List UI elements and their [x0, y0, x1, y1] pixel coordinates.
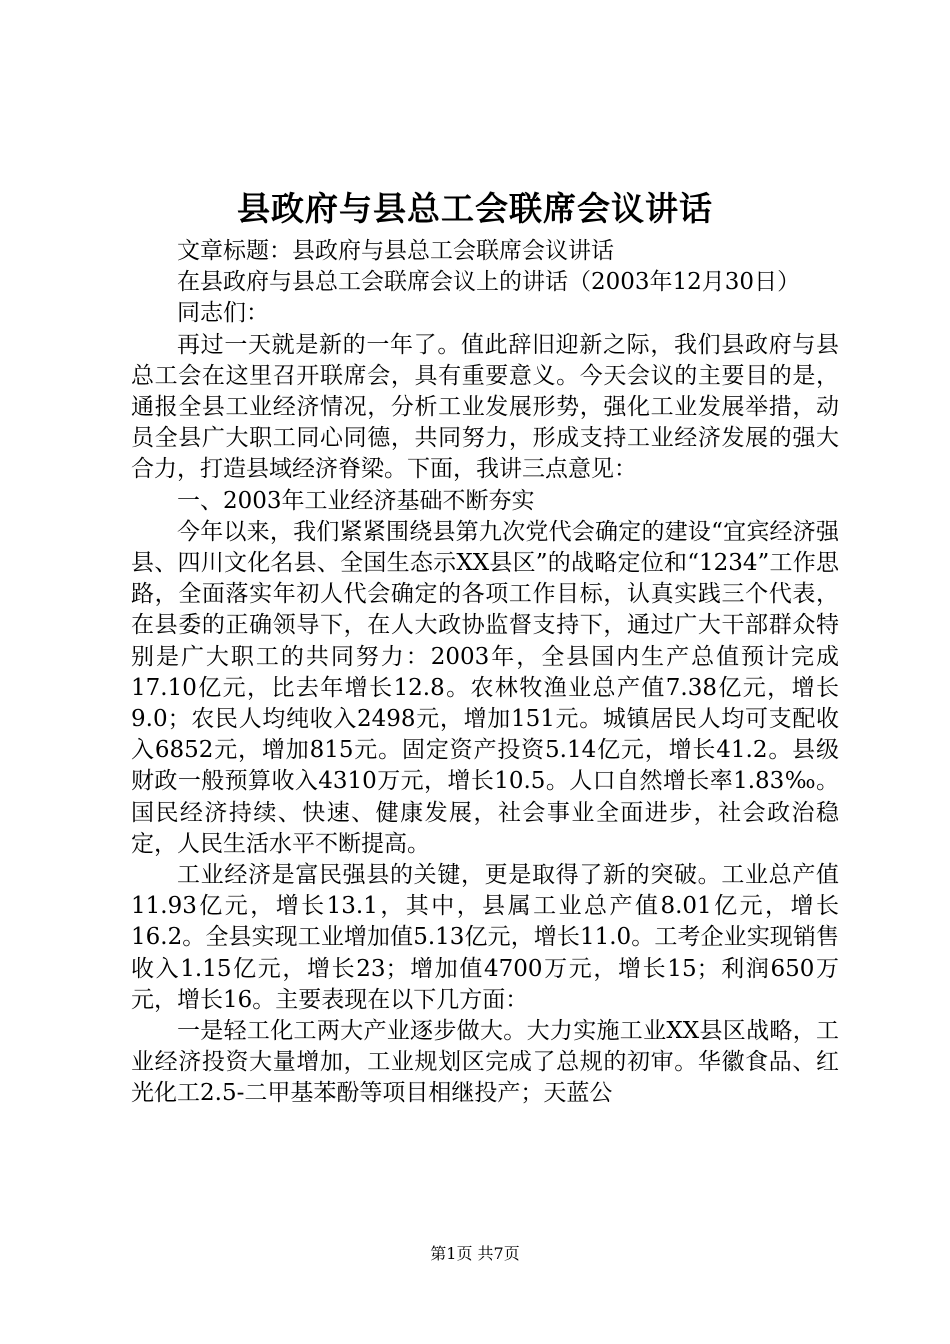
- intro-paragraph: 再过一天就是新的一年了。值此辞旧迎新之际，我们县政府与县总工会在这里召开联席会，具有重要意义。今天会议的主要目的是，通报全县工业经济情况，分析工业发展形势，强化工业发展举措，动员全县广大职工同心同德，共同努力，形成支持工业经济发展的强大合力，打造县域经济脊梁。下面，我讲三点意见：: [131, 331, 839, 483]
- body-paragraph: 今年以来，我们紧紧围绕县第九次党代会确定的建设“宜宾经济强县、四川文化名县、全国生态示XX县区”的战略定位和“1234”工作思路，全面落实年初人代会确定的各项工作目标，认真实践三个代表，在县委的正确领导下，在人大政协监督支持下，通过广大干部群众特别是广大职工的共同努力：2003年，全县国内生产总值预计完成17.10亿元，比去年增长12.8。农林牧渔业总产值7.38亿元，增长9.0；农民人均纯收入2498元，增加151元。城镇居民人均可支配收入6852元，增加815元。固定资产投资5.14亿元，增长41.2。县级财政一般预算收入4310万元，增长10.5。人口自然增长率1.83‰。国民经济持续、快速、健康发展，社会事业全面进步，社会政治稳定，人民生活水平不断提高。: [131, 518, 839, 857]
- document-title: 县政府与县总工会联席会议讲话: [237, 189, 713, 228]
- salutation: 同志们：: [177, 300, 269, 327]
- document-body: [131, 236, 839, 1110]
- article-title-line: 文章标题：县政府与县总工会联席会议讲话: [177, 238, 614, 264]
- page-footer: 第1页 共7页: [430, 1244, 520, 1263]
- section-heading-1: 一、2003年工业经济基础不断夯实: [177, 487, 535, 514]
- body-paragraph: 工业经济是富民强县的关键，更是取得了新的突破。工业总产值11.93亿元，增长13.1，其中，县属工业总产值8.01亿元，增长16.2。全县实现工业增加值5.13亿元，增长11.0。工考企业实现销售收入1.15亿元，增长23；增加值4700万元，增长15；利润650万元，增长16。主要表现在以下几方面：: [131, 862, 839, 1013]
- speech-occasion-line: 在县政府与县总工会联席会议上的讲话（2003年12月30日）: [177, 269, 801, 296]
- body-paragraph: 一是轻工化工两大产业逐步做大。大力实施工业XX县区战略，工业经济投资大量增加，工业规划区完成了总规的初审。华徽食品、红光化工2.5-二甲基苯酚等项目相继投产；天蓝公: [131, 1018, 839, 1107]
